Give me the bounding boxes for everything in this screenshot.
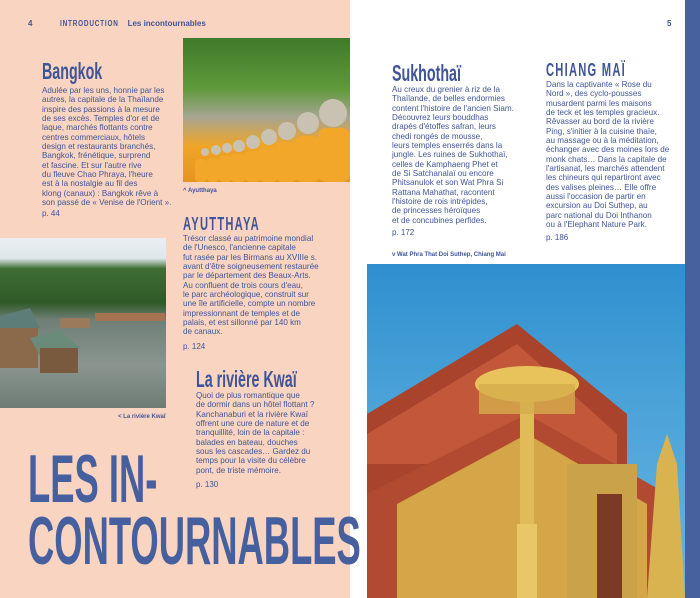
text-sukhothai: Au creux du grenier à riz de la Thaïlande, de belles endormies content l'histoire de l'ancien Siam. Découvrez leurs bouddhas drapés d'étoffes safran, leurs chedi rongés de mousse, leurs temples enserrés dans la jungle. Les ruines de Sukhothaï, celles de Kamphaeng Phet et de Si Satchanalaï ou encore Phitsanulok et son Wat Phra Si Rattana Mahathat, racontent l'histoire de rois intrépides, de princesses héroïques et de concubines perfides.	[392, 85, 514, 225]
caption-doi-suthep: v Wat Phra That Doi Suthep, Chiang Mai	[392, 252, 506, 258]
text-chiang-mai: Dans la captivante « Rose du Nord », des cyclo-pousses musardent parmi les maisons de teck et les temples gracieux. Rêvasser au bord de la rivière Ping, s'initier à la cuisine thaïe, au massage ou à la méditation, échanger avec des moines lors de monk chats… Dans la capitale de l'artisanat, les marchés attendent les chineurs qui repartiront avec des valises pleines… Elle offre aussi l'occasion de partir en excursion au Doi Suthep, au parc national du Doi Inthanon ou à l'Elephant Nature Park.	[546, 80, 670, 230]
chapter-label: Les incontournables	[127, 19, 206, 28]
caption-text: La rivière Kwaï	[123, 414, 166, 420]
page-ref-sukhothai: p. 172	[392, 228, 415, 237]
text-bangkok: Adulée par les uns, honnie par les autres, la capitale de la Thaïlande inspire des passions à la mesure de ses excès. Temples d'or et de laque, marchés flottants contre centres commerciaux, hôtels design et restaurants branchés, Bangkok, frénétique, surprend et fascine. Et sur l'autre rive du fleuve Chao Phraya, l'heure est à la nostalgie au fil des klong (canaux) : Bangkok rêve à son passé de « Venise de l'Orient ».	[42, 86, 172, 208]
photo-buddha-statues	[183, 38, 350, 182]
page-ref-kwai: p. 130	[196, 480, 219, 489]
page-number-right: 5	[667, 19, 672, 28]
caption-text: Wat Phra That Doi Suthep, Chiang Mai	[397, 252, 506, 258]
heading-chiang-mai: CHIANG MAÏ	[546, 60, 626, 80]
caption-kwai: < La rivière Kwaï	[118, 414, 166, 420]
page-edge-stripe	[685, 0, 700, 598]
page-number-left: 4	[28, 19, 33, 28]
photo-river-kwai	[0, 238, 166, 408]
running-head	[60, 19, 206, 28]
text-kwai: Quoi de plus romantique que de dormir dans un hôtel flottant ? Kanchanaburi et la rivière Kwaï offrent une cure de nature et de tranquillité, loin de la capitale : balades en bateau, douches sous les cascades… Gardez du temps pour la visite du célèbre pont, de triste mémoire.	[196, 391, 315, 475]
section-label: INTRODUCTION	[60, 19, 119, 28]
temple-illustration	[367, 264, 685, 598]
heading-kwai: La rivière Kwaï	[196, 366, 297, 392]
text-ayutthaya: Trésor classé au patrimoine mondial de l'Unesco, l'ancienne capitale fut rasée par les Birmans au XVIIIe s. avant d'être soigneusement restaurée par le département des Beaux-Arts. Au confluent de trois cours d'eau, le parc archéologique, construit sur une île artificielle, compte un nombre impressionnant de temples et de palais, et est sillonné par 140 km de canaux.	[183, 234, 319, 337]
caption-ayutthaya: ^ Ayutthaya	[183, 188, 217, 194]
page-ref-chiang-mai: p. 186	[546, 233, 569, 242]
heading-bangkok: Bangkok	[42, 58, 103, 84]
floating-houses-illustration	[0, 238, 166, 408]
buddha-row-illustration	[183, 38, 350, 182]
chapter-big-title: LES IN- CONTOURNABLES	[28, 441, 361, 579]
photo-wat-phra-that	[367, 264, 685, 598]
heading-sukhothai: Sukhothaï	[392, 60, 461, 86]
heading-ayutthaya: AYUTTHAYA	[183, 214, 260, 234]
page-ref-bangkok: p. 44	[42, 209, 60, 218]
page-ref-ayutthaya: p. 124	[183, 342, 206, 351]
caption-text: Ayutthaya	[187, 188, 217, 194]
